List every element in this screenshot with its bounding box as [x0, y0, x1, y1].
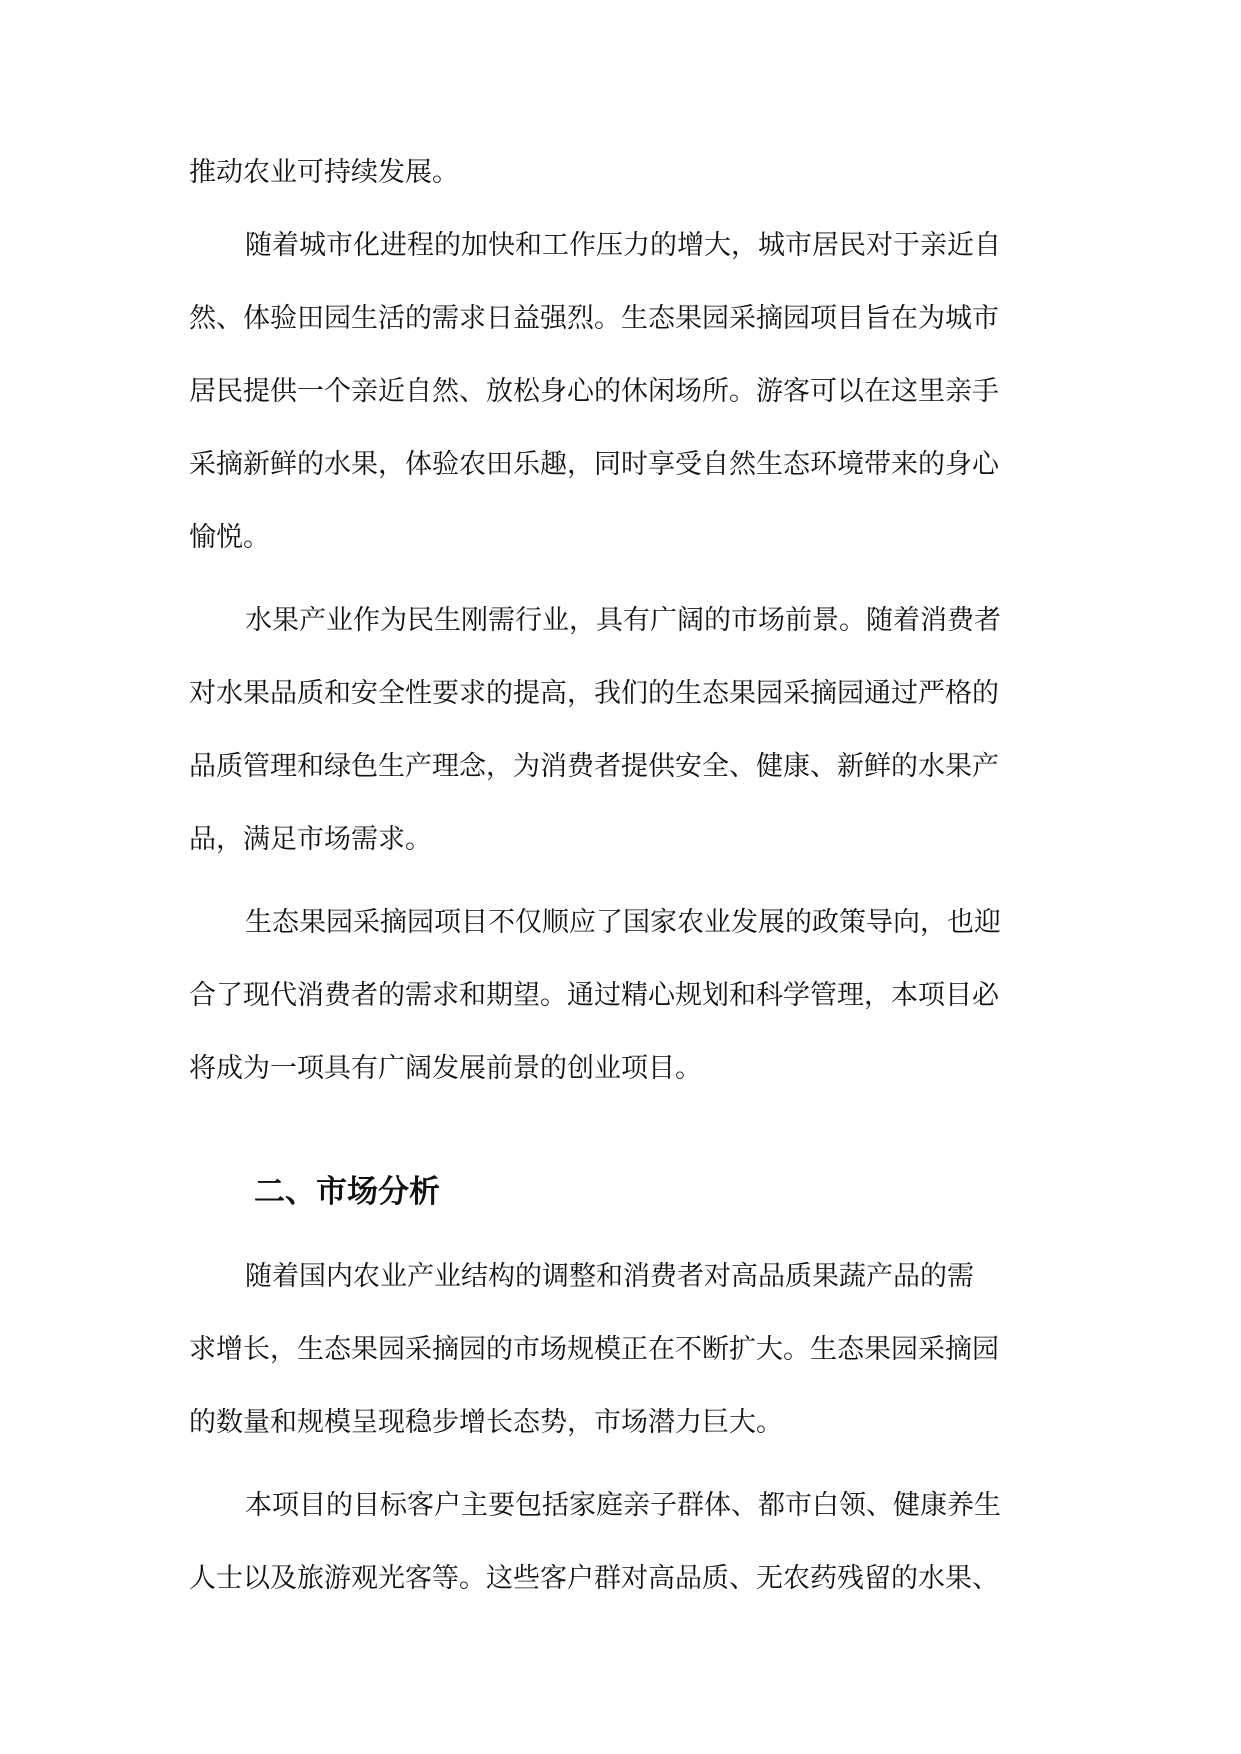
paragraph-2-line-3: 居民提供一个亲近自然、放松身心的休闲场所。游客可以在这里亲手: [189, 376, 999, 407]
section-paragraph-1-line-1: 随着国内农业产业结构的调整和消费者对高品质果蔬产品的需: [245, 1261, 974, 1292]
paragraph-4-line-3: 将成为一项具有广阔发展前景的创业项目。: [189, 1053, 702, 1084]
section-paragraph-1-line-2: 求增长，生态果园采摘园的市场规模正在不断扩大。生态果园采摘园: [189, 1334, 999, 1365]
paragraph-3-line-1: 水果产业作为民生刚需行业，具有广阔的市场前景。随着消费者: [245, 605, 1001, 636]
paragraph-2-line-4: 采摘新鲜的水果，体验农田乐趣，同时享受自然生态环境带来的身心: [189, 449, 999, 480]
paragraph-3-line-4: 品，满足市场需求。: [189, 824, 432, 855]
section-paragraph-1-line-3: 的数量和规模呈现稳步增长态势，市场潜力巨大。: [189, 1407, 783, 1438]
paragraph-2-line-1: 随着城市化进程的加快和工作压力的增大，城市居民对于亲近自: [245, 230, 1001, 261]
paragraph-3-line-2: 对水果品质和安全性要求的提高，我们的生态果园采摘园通过严格的: [189, 678, 999, 709]
paragraph-1-line-1: 推动农业可持续发展。: [189, 157, 459, 188]
section-paragraph-2-line-2: 人士以及旅游观光客等。这些客户群对高品质、无农药残留的水果、: [189, 1563, 999, 1594]
paragraph-3-line-3: 品质管理和绿色生产理念，为消费者提供安全、健康、新鲜的水果产: [189, 751, 999, 782]
paragraph-4-line-2: 合了现代消费者的需求和期望。通过精心规划和科学管理，本项目必: [189, 980, 999, 1011]
paragraph-2-line-5: 愉悦。: [189, 522, 270, 553]
section-paragraph-2-line-1: 本项目的目标客户主要包括家庭亲子群体、都市白领、健康养生: [245, 1490, 1001, 1521]
paragraph-4-line-1: 生态果园采摘园项目不仅顺应了国家农业发展的政策导向，也迎: [245, 907, 1001, 938]
paragraph-2-line-2: 然、体验田园生活的需求日益强烈。生态果园采摘园项目旨在为城市: [189, 303, 999, 334]
section-heading: 二、市场分析: [254, 1174, 440, 1210]
